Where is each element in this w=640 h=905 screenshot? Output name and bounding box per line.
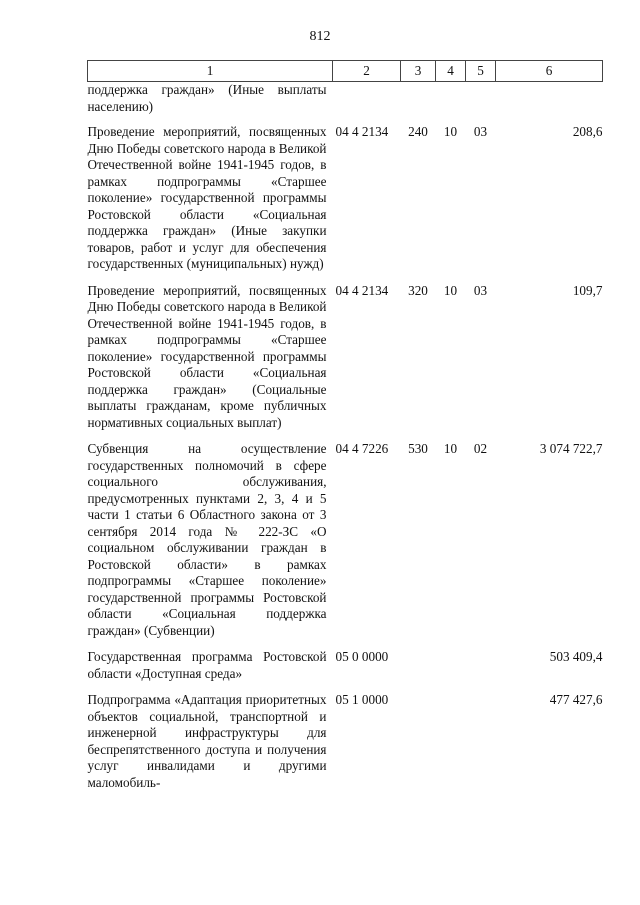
header-col-6: 6 [496,61,603,82]
row-code: 04 4 2134 [335,124,389,139]
row-rz [436,82,466,125]
row-sum: 477 427,6 [549,692,603,707]
table-row [88,82,603,125]
row-name: Государственная программа Ростовской области «Доступная среда» [87,649,327,681]
row-sum [496,82,603,125]
row-code: 04 4 2134 [335,282,389,298]
row-pr: 03 [473,124,488,139]
row-pr: 03 [473,282,488,298]
row-name: Проведение мероприятий, посвященных Дню Победы советского народа в Великой Отечественной войне 1941-1945 годов, в рамках подпрограммы «Старшее поколение» государственной программы Ростовской области «Социальная поддержка граждан» (Иные закупки товаров, работ и услуг для обеспечения государственных (муниципальных) нужд) [87,124,327,271]
row-code: 05 0 0000 [335,649,389,664]
row-name: Проведение мероприятий, посвященных Дню Победы советского народа в Великой Отечественной войне 1941-1945 годов, в рамках подпрограммы «Старшее поколение» государственной программы Ростовской области «Социальная поддержка граждан» (Социальные выплаты гражданам, кроме публичных нормативных социальных выплат) [87,282,327,430]
table-header [88,61,603,82]
header-col-1: 1 [88,61,333,82]
row-vr [401,649,436,692]
row-sum: 208,6 [572,124,603,139]
row-vr: 530 [408,441,428,456]
table-row [88,649,603,692]
row-rz [436,692,466,801]
table-row [88,283,603,442]
header-col-4: 4 [436,61,466,82]
row-pr [466,649,496,692]
header-col-5: 5 [466,61,496,82]
table-row [88,692,603,801]
row-pr [466,82,496,125]
row-vr: 320 [408,282,428,298]
row-rz: 10 [443,282,458,298]
row-rz [436,649,466,692]
page-number: 812 [309,29,331,44]
table-row [88,124,603,283]
table-header-row [88,61,603,82]
row-pr [466,692,496,801]
row-sum: 503 409,4 [549,649,603,664]
table-row [88,441,603,649]
row-rz: 10 [443,441,458,456]
budget-table [87,60,603,801]
row-sum: 109,7 [572,282,603,298]
row-sum: 3 074 722,7 [539,441,603,456]
row-name: Подпрограмма «Адаптация приоритетных объектов социальной, транспортной и инженерной инфраструктуры для беспрепятственного доступа и получения услуг инвалидами и другими маломобиль- [87,692,327,790]
row-name: поддержка граждан» (Иные выплаты населению) [87,82,327,114]
row-vr: 240 [408,124,428,139]
row-name: Субвенция на осуществление государственных полномочий в сфере социального обслуживания, предусмотренных пунктами 2, 3, 4 и 5 части 1 статьи 6 Областного закона от 3 сентября 2014 года № 222-ЗС «О социальном обслуживании граждан в Ростовской области» в рамках подпрограммы «Старшее поколение» государственной программы Ростовской области «Социальная поддержка граждан» (Субвенции) [87,441,327,638]
row-code: 04 4 7226 [335,441,389,456]
header-col-2: 2 [333,61,401,82]
row-vr [401,82,436,125]
row-code: 05 1 0000 [335,692,389,707]
row-vr [401,692,436,801]
row-pr: 02 [473,441,488,456]
row-rz: 10 [443,124,458,139]
row-code [333,82,401,125]
table-body [88,82,603,802]
header-col-3: 3 [401,61,436,82]
